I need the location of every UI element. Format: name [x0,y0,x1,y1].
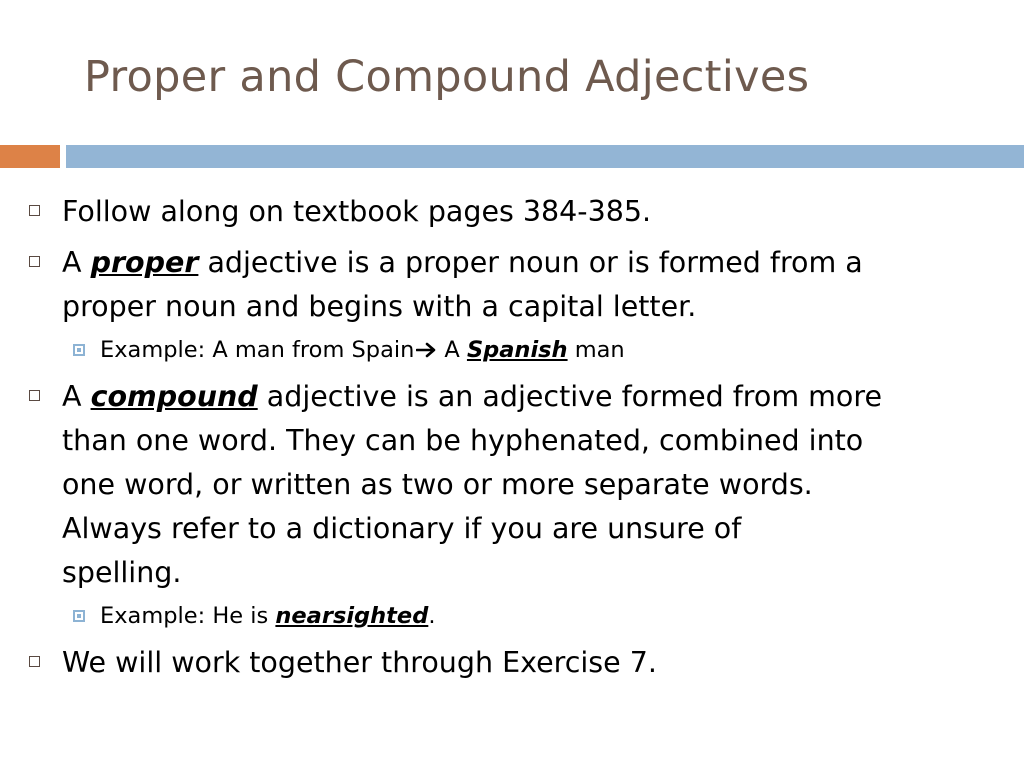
example-text-pre: Example: A man from Spain [100,337,415,363]
slide-title: Proper and Compound Adjectives [84,52,810,102]
example-text-pre: Example: He is [100,603,276,629]
slide-body [26,190,1001,692]
bullet-exercise [26,641,1001,685]
bullet-line: than one word. They can be hyphenated, combined into [62,424,864,457]
bullet-text-pre: A [62,380,91,413]
filled-square-bullet-icon [73,610,85,622]
bullet-line [62,241,1001,285]
right-arrow-icon [416,341,438,359]
keyword-proper: proper [90,246,199,279]
example-text-post: man [567,337,625,363]
bullet-text-pre: A [62,246,91,279]
hollow-square-bullet-icon [29,256,40,267]
bullet-line: one word, or written as two or more separate words. [62,468,813,501]
accent-bar-blue [66,145,1024,168]
bullet-compound-adjective [26,375,1001,595]
keyword-compound: compound [90,380,258,413]
example-text-mid: A [444,337,467,363]
keyword-nearsighted: nearsighted [275,603,429,629]
bullet-text-post: adjective is a proper noun or is formed from a [198,246,863,279]
accent-bar-orange [0,145,60,168]
hollow-square-bullet-icon [29,656,40,667]
filled-square-bullet-icon [73,344,85,356]
bullet-line [62,375,1001,419]
bullet-text: Follow along on textbook pages 384-385. [62,195,652,228]
hollow-square-bullet-icon [29,390,40,401]
keyword-spanish: Spanish [466,337,568,363]
bullet-textbook-pages [26,190,1001,234]
bullet-line: Always refer to a dictionary if you are unsure of [62,512,742,545]
sub-bullet-nearsighted-example [26,600,1001,632]
sub-bullet-spanish-example [26,334,1001,366]
bullet-proper-adjective [26,241,1001,329]
example-text-post: . [428,603,436,629]
bullet-text-post: adjective is an adjective formed from more [257,380,882,413]
bullet-line: proper noun and begins with a capital letter. [62,290,697,323]
hollow-square-bullet-icon [29,205,40,216]
bullet-line: spelling. [62,556,182,589]
bullet-text: We will work together through Exercise 7. [62,646,657,679]
